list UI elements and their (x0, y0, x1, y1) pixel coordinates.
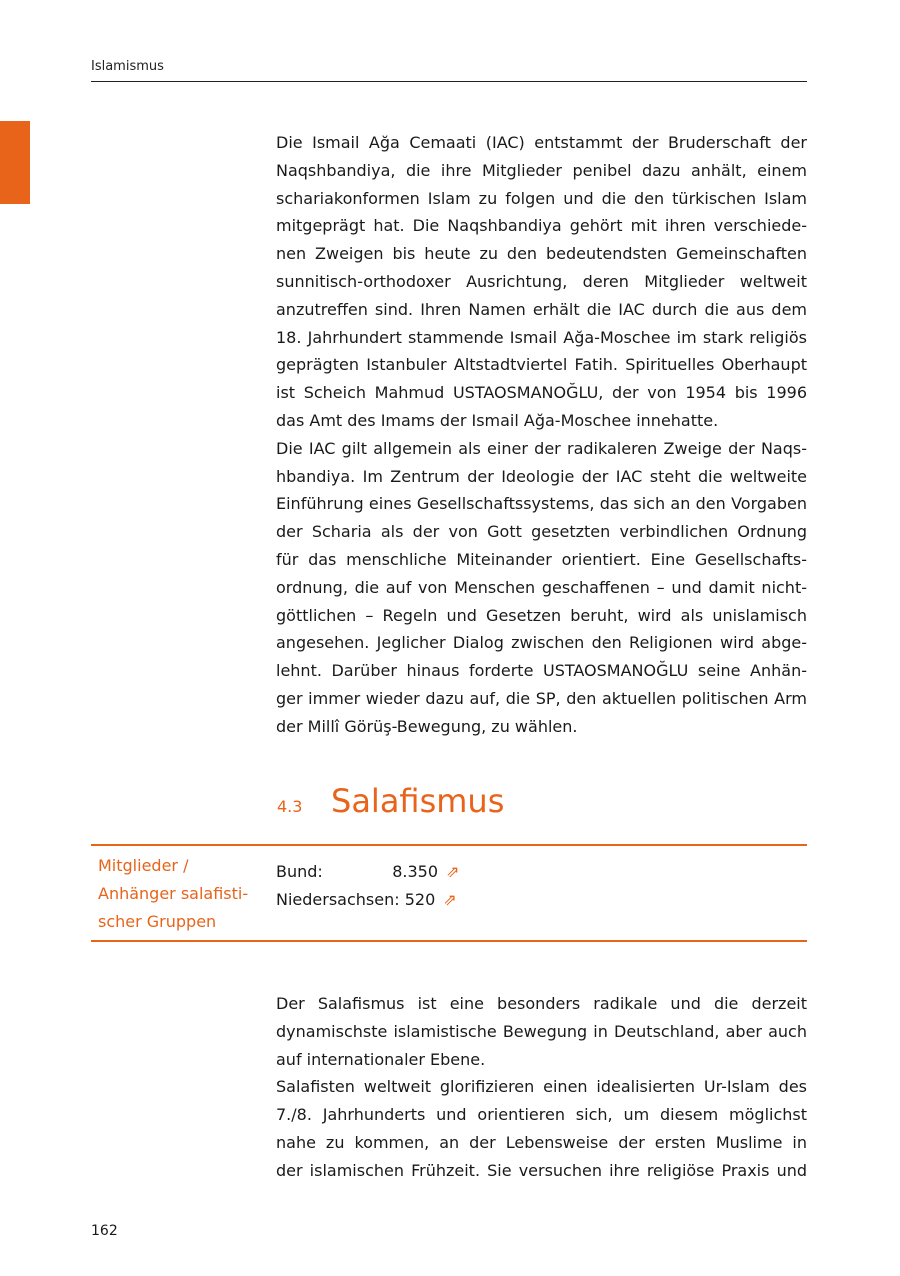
running-header: Islamismus (91, 59, 164, 74)
header-rule (91, 81, 807, 82)
section-title: Salafismus (331, 782, 505, 820)
text-line: ordnung, die auf von Menschen geschaffenen – und damit nicht- (276, 577, 807, 597)
text-line: Salafisten weltweit glorifizieren einen idealisierten Ur-Islam des (276, 1077, 807, 1097)
text-line: hbandiya. Im Zentrum der Ideologie der IAC steht die weltweite (276, 466, 807, 486)
text-line: göttlichen – Regeln und Gesetzen beruht, wird als unislamisch (276, 605, 807, 625)
row-key: Niedersachsen: (276, 890, 400, 909)
chapter-tab-marker (0, 121, 30, 204)
text-line: der islamischen Frühzeit. Sie versuchen ihre religiöse Praxis und (276, 1160, 807, 1180)
label-line: Mitglieder / (98, 856, 189, 875)
text-line: Naqshbandiya, die ihre Mitglieder penibel dazu anhält, einem (276, 160, 807, 180)
text-line: nahe zu kommen, an der Lebensweise der ersten Muslime in (276, 1132, 807, 1152)
page-number: 162 (91, 1223, 118, 1239)
body-text-salafismus (276, 990, 807, 1185)
info-box-bottom-rule (91, 940, 807, 942)
text-line: 7./8. Jahrhunderts und orientieren sich, um diesem möglichst (276, 1105, 807, 1125)
text-line: für das menschliche Miteinander orientiert. Eine Gesellschafts- (276, 549, 807, 569)
text-line: Einführung eines Gesellschaftssystems, das sich an den Vorgaben (276, 494, 807, 514)
info-box-label (98, 852, 248, 936)
increase-arrow-icon: ⇗ (446, 862, 460, 881)
text-line: lehnt. Darüber hinaus forderte USTAOSMANOĞLU seine Anhän- (276, 661, 807, 681)
label-line: scher Gruppen (98, 912, 217, 931)
text-line: sunnitisch-orthodoxer Ausrichtung, deren Mitglieder weltweit (276, 271, 807, 291)
info-row-bund (276, 858, 459, 886)
increase-arrow-icon: ⇗ (443, 890, 457, 909)
row-value: 8.350 (392, 862, 438, 881)
label-line: Anhänger salafisti- (98, 884, 249, 903)
text-line: das Amt des Imams der Ismail Ağa-Moschee innehatte. (276, 410, 719, 430)
section-number: 4.3 (277, 797, 303, 816)
text-line: Die IAC gilt allgemein als einer der radikaleren Zweige der Naqs- (276, 438, 807, 458)
info-row-niedersachsen (276, 886, 459, 914)
text-line: Die Ismail Ağa Cemaati (IAC) entstammt der Bruderschaft der (276, 133, 807, 152)
text-line: mitgeprägt hat. Die Naqshbandiya gehört mit ihren verschiede- (276, 216, 807, 236)
text-line: schariakonformen Islam zu folgen und die den türkischen Islam (276, 188, 807, 208)
text-line: dynamischste islamistische Bewegung in Deutschland, aber auch (276, 1021, 807, 1041)
text-line: auf internationaler Ebene. (276, 1049, 486, 1069)
text-line: geprägten Istanbuler Altstadtviertel Fatih. Spirituelles Oberhaupt (276, 355, 807, 375)
info-box-top-rule (91, 844, 807, 846)
text-line: anzutreffen sind. Ihren Namen erhält die IAC durch die aus dem (276, 299, 807, 319)
text-line: Der Salafismus ist eine besonders radikale und die derzeit (276, 994, 807, 1013)
info-box-values (276, 858, 459, 914)
text-line: der Millî Görüş-Bewegung, zu wählen. (276, 716, 578, 736)
text-line: nen Zweigen bis heute zu den bedeutendsten Gemeinschaften (276, 244, 807, 264)
row-key: Bund: (276, 862, 323, 881)
text-line: angesehen. Jeglicher Dialog zwischen den Religionen wird abge- (276, 633, 807, 653)
text-line: 18. Jahrhundert stammende Ismail Ağa-Moschee im stark religiös (276, 327, 807, 347)
text-line: der Scharia als der von Gott gesetzten verbindlichen Ordnung (276, 522, 807, 542)
section-heading (277, 782, 504, 820)
row-value: 520 (404, 890, 436, 909)
body-text-iac (276, 129, 807, 741)
text-line: ger immer wieder dazu auf, die SP, den aktuellen politischen Arm (276, 688, 807, 708)
text-line: ist Scheich Mahmud USTAOSMANOĞLU, der von 1954 bis 1996 (276, 383, 807, 403)
